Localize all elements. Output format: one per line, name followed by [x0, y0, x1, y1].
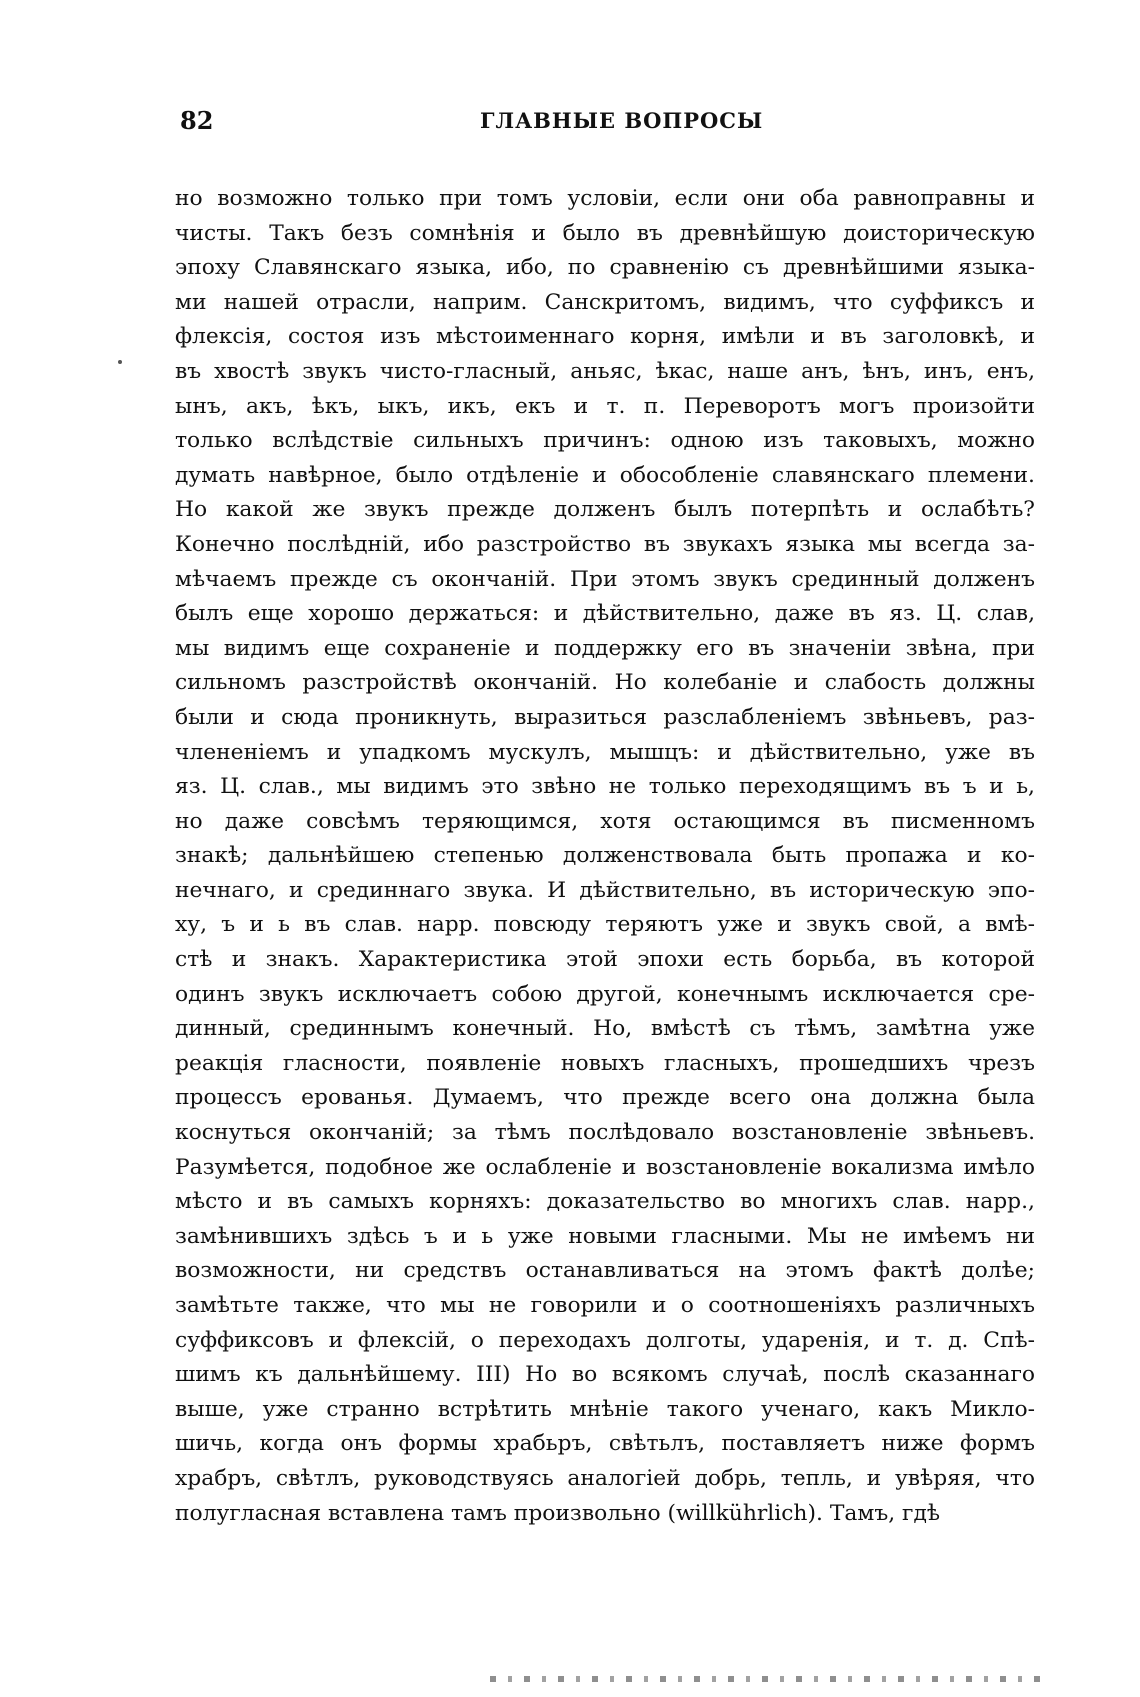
text-line: ынъ, акъ, ѣкъ, ыкъ, икъ, екъ и т. п. Переворотъ могъ произойти: [175, 393, 1035, 419]
text-line: полугласная вставлена тамъ произвольно (willkührlich). Тамъ, гдѣ: [175, 1500, 941, 1526]
text-line: чисты. Такъ безъ сомнѣнія и было въ древнѣйшую доисторическую: [175, 220, 1035, 246]
text-line: ми нашей отрасли, наприм. Санскритомъ, видимъ, что суффиксъ и: [175, 289, 1035, 315]
text-line: Но какой же звукъ прежде долженъ былъ потерпѣть и ослабѣть?: [175, 497, 1035, 523]
text-line: только вслѣдствіе сильныхъ причинъ: одною изъ таковыхъ, можно: [175, 428, 1035, 454]
text-line: эпоху Славянскаго языка, ибо, по сравненію съ древнѣйшими языка-: [175, 255, 1035, 281]
text-line: ху, ъ и ь въ слав. нарр. повсюду теряютъ уже и звукъ свой, а вмѣ-: [175, 912, 1035, 938]
text-line: Разумѣется, подобное же ослабленіе и возстановленіе вокализма имѣло: [175, 1154, 1035, 1180]
text-line: коснуться окончаній; за тѣмъ послѣдовало возстановленіе звѣньевъ.: [175, 1120, 1035, 1146]
running-head: ГЛАВНЫЕ ВОПРОСЫ: [480, 108, 764, 133]
text-line: были и сюда проникнуть, выразиться разслабленіемъ звѣньевъ, раз-: [175, 704, 1035, 730]
text-line: былъ еще хорошо держаться: и дѣйствительно, даже въ яз. Ц. слав,: [175, 601, 1035, 627]
text-line: думать навѣрное, было отдѣленіе и обособленіе славянскаго племени.: [175, 462, 1035, 488]
text-line: шичь, когда онъ формы храбьръ, свѣтьлъ, поставляетъ ниже формъ: [175, 1431, 1035, 1457]
text-line: Конечно послѣдній, ибо разстройство въ звукахъ языка мы всегда за-: [175, 531, 1035, 557]
text-line: нечнаго, и срединнаго звука. И дѣйствительно, въ историческую эпо-: [175, 877, 1035, 903]
text-line: мѣсто и въ самыхъ корняхъ: доказательство во многихъ слав. нарр.,: [175, 1189, 1035, 1215]
text-line: одинъ звукъ исключаетъ собою другой, конечнымъ исключается сре-: [175, 981, 1035, 1007]
text-line: члененіемъ и упадкомъ мускулъ, мышцъ: и дѣйствительно, уже въ: [175, 739, 1035, 765]
page-header: [180, 106, 1040, 146]
text-line: но даже совсѣмъ теряющимся, хотя остающимся въ писменномъ: [175, 808, 1035, 834]
text-line: знакѣ; дальнѣйшею степенью долженствовала быть пропажа и ко-: [175, 843, 1035, 869]
text-line: реакція гласности, появленіе новыхъ гласныхъ, прошедшихъ чрезъ: [175, 1050, 1035, 1076]
text-line: флексія, состоя изъ мѣстоименнаго корня, имѣли и въ заголовкѣ, и: [175, 324, 1035, 350]
text-line: но возможно только при томъ условіи, если они оба равноправны и: [175, 186, 1035, 211]
text-line: мѣчаемъ прежде съ окончаній. При этомъ звукъ срединный долженъ: [175, 566, 1035, 592]
text-line: динный, срединнымъ конечный. Но, вмѣстѣ съ тѣмъ, замѣтна уже: [175, 1016, 1035, 1042]
text-line: въ хвостѣ звукъ чисто-гласный, аньяс, ѣкас, наше анъ, ѣнъ, инъ, енъ,: [175, 358, 1035, 384]
body-text: [175, 182, 1035, 1531]
text-line: шимъ къ дальнѣйшему. III) Но во всякомъ случаѣ, послѣ сказаннаго: [175, 1362, 1035, 1388]
text-line: процессъ ерованья. Думаемъ, что прежде всего она должна была: [175, 1085, 1035, 1111]
text-line: замѣтьте также, что мы не говорили и о соотношеніяхъ различныхъ: [175, 1293, 1035, 1318]
text-line: замѣнившихъ здѣсь ъ и ь уже новыми гласными. Мы не имѣемъ ни: [175, 1223, 1035, 1249]
text-line: возможности, ни средствъ останавливаться на этомъ фактѣ долѣе;: [175, 1258, 1035, 1284]
text-line: сильномъ разстройствѣ окончаній. Но колебаніе и слабость должны: [175, 670, 1035, 696]
text-line: выше, уже странно встрѣтить мнѣніе такого ученаго, какъ Микло-: [175, 1396, 1035, 1422]
text-line: храбръ, свѣтлъ, руководствуясь аналогіей добрь, тепль, и увѣряя, что: [175, 1465, 1035, 1491]
scan-artifact: [490, 1676, 1050, 1682]
text-line: стѣ и знакъ. Характеристика этой эпохи есть борьба, въ которой: [175, 947, 1035, 973]
page-number: 82: [180, 106, 214, 135]
text-line: суффиксовъ и флексій, о переходахъ долготы, ударенія, и т. д. Спѣ-: [175, 1327, 1035, 1353]
text-line: мы видимъ еще сохраненіе и поддержку его въ значеніи звѣна, при: [175, 635, 1035, 661]
margin-mark: [118, 360, 122, 364]
text-line: яз. Ц. слав., мы видимъ это звѣно не только переходящимъ въ ъ и ь,: [175, 774, 1035, 800]
